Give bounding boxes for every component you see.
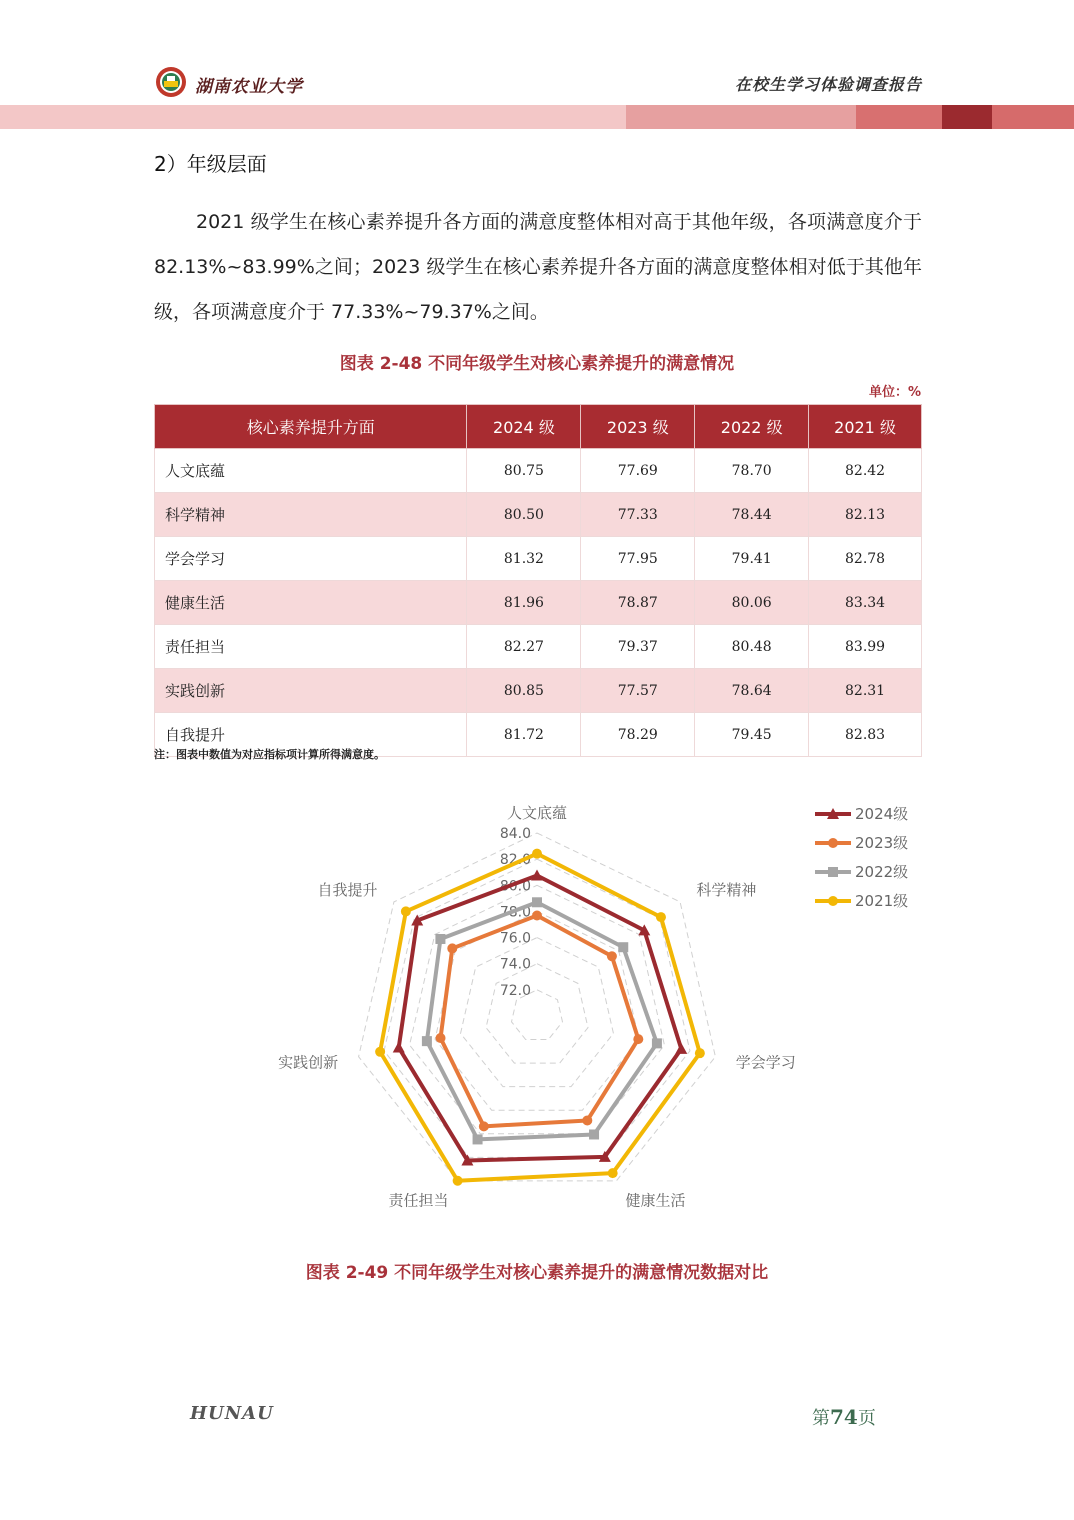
table-row — [155, 581, 922, 625]
legend-marker — [828, 867, 838, 877]
table-cell: 80.48 — [695, 625, 809, 669]
radar-point — [633, 1034, 643, 1044]
table-header-cell: 2022 级 — [695, 405, 809, 449]
table-cell: 80.06 — [695, 581, 809, 625]
radar-category-label: 科学精神 — [696, 880, 757, 899]
university-seal-icon — [155, 66, 187, 98]
radar-point — [532, 910, 542, 920]
table-cell: 人文底蕴 — [155, 449, 467, 493]
radar-point — [656, 912, 666, 922]
table-cell: 81.72 — [467, 713, 581, 757]
radar-grid — [486, 964, 588, 1063]
legend-label: 2022级 — [855, 863, 909, 881]
table-cell: 78.87 — [581, 581, 695, 625]
radar-point — [695, 1048, 705, 1058]
legend-label: 2023级 — [855, 834, 909, 852]
radar-series-line — [441, 915, 639, 1126]
legend-marker — [828, 838, 838, 848]
header-report-title: 在校生学习体验调查报告 — [734, 75, 922, 94]
radar-point — [582, 1115, 592, 1125]
table-row — [155, 669, 922, 713]
unit-label: 单位：% — [868, 385, 921, 400]
radar-tick-label: 82.0 — [499, 852, 531, 869]
section-title: 2）年级层面 — [154, 152, 267, 176]
page-suffix: 页 — [857, 1408, 876, 1429]
table-row — [155, 449, 922, 493]
satisfaction-table — [154, 404, 922, 757]
radar-point — [532, 849, 542, 859]
radar-point — [589, 1129, 599, 1139]
radar-tick-label: 84.0 — [499, 826, 531, 842]
radar-category-label: 自我提升 — [317, 880, 378, 899]
header-band — [992, 105, 1074, 129]
table-cell: 80.75 — [467, 449, 581, 493]
radar-tick-label: 78.0 — [499, 904, 531, 921]
header-band — [626, 105, 856, 129]
table-row — [155, 625, 922, 669]
legend-label: 2021级 — [855, 892, 909, 910]
table-header-row — [155, 405, 922, 449]
table-cell: 77.95 — [581, 537, 695, 581]
radar-tick-label: 74.0 — [499, 956, 531, 973]
table-cell: 82.13 — [809, 493, 922, 537]
table-cell: 78.44 — [695, 493, 809, 537]
table-cell: 82.78 — [809, 537, 922, 581]
radar-category-label: 实践创新 — [278, 1053, 339, 1072]
table-cell: 83.34 — [809, 581, 922, 625]
radar-point — [375, 1047, 385, 1057]
radar-tick-label: 80.0 — [499, 878, 531, 895]
radar-point — [422, 1036, 432, 1046]
table-cell: 81.32 — [467, 537, 581, 581]
table-row — [155, 537, 922, 581]
radar-category-label: 学会学习 — [735, 1053, 796, 1072]
footer-brand: HUNAU — [190, 1403, 274, 1424]
table-cell: 79.45 — [695, 713, 809, 757]
radar-point — [479, 1121, 489, 1131]
radar-point — [453, 1176, 463, 1186]
table-cell: 78.29 — [581, 713, 695, 757]
radar-category-label: 人文底蕴 — [506, 804, 568, 823]
radar-point — [532, 897, 542, 907]
body-paragraph: 2021 级学生在核心素养提升各方面的满意度整体相对高于其他年级，各项满意度介于 82.13%~83.99%之间；2023 级学生在核心素养提升各方面的满意度整体相对低于其他年级，各项满意度介于 77.33%~79.37%之间。 — [154, 211, 922, 323]
radar-point — [401, 906, 411, 916]
table-caption: 图表 2-48 不同年级学生对核心素养提升的满意情况 — [339, 354, 735, 374]
table-cell: 79.41 — [695, 537, 809, 581]
radar-point — [675, 1043, 687, 1054]
table-cell: 科学精神 — [155, 493, 467, 537]
table-cell: 78.64 — [695, 669, 809, 713]
page-number — [812, 1404, 876, 1430]
page-prefix: 第 — [812, 1408, 830, 1429]
radar-grid — [461, 938, 614, 1087]
radar-category-label: 责任担当 — [388, 1191, 449, 1210]
table-cell: 80.50 — [467, 493, 581, 537]
legend-marker — [828, 896, 838, 906]
table-cell: 82.27 — [467, 625, 581, 669]
table-header-cell: 2023 级 — [581, 405, 695, 449]
radar-point — [607, 951, 617, 961]
radar-point — [447, 943, 457, 953]
radar-series-line — [427, 902, 657, 1139]
radar-tick-label: 76.0 — [499, 930, 531, 947]
table-cell: 77.69 — [581, 449, 695, 493]
table-cell: 80.85 — [467, 669, 581, 713]
radar-point — [436, 1033, 446, 1043]
header-university-name: 湖南农业大学 — [195, 77, 303, 97]
table-cell: 责任担当 — [155, 625, 467, 669]
table-header-cell: 2021 级 — [809, 405, 922, 449]
radar-point — [393, 1042, 405, 1053]
radar-point — [435, 934, 445, 944]
table-cell: 77.57 — [581, 669, 695, 713]
table-cell: 78.70 — [695, 449, 809, 493]
page-number-value: 74 — [830, 1405, 858, 1429]
radar-point — [652, 1038, 662, 1048]
table-header-cell: 2024 级 — [467, 405, 581, 449]
radar-point — [618, 942, 628, 952]
table-cell: 自我提升 — [155, 713, 467, 757]
radar-tick-label: 72.0 — [499, 982, 531, 999]
header-band — [856, 105, 942, 129]
table-cell: 83.99 — [809, 625, 922, 669]
table-row — [155, 493, 922, 537]
table-cell: 82.31 — [809, 669, 922, 713]
table-header-cell: 核心素养提升方面 — [155, 405, 467, 449]
table-cell: 实践创新 — [155, 669, 467, 713]
chart-caption: 图表 2-49 不同年级学生对核心素养提升的满意情况数据对比 — [305, 1263, 769, 1283]
radar-point — [473, 1134, 483, 1144]
radar-point — [608, 1168, 618, 1178]
table-cell: 79.37 — [581, 625, 695, 669]
radar-chart — [0, 790, 1074, 1230]
table-cell: 82.83 — [809, 713, 922, 757]
header-band — [942, 105, 992, 129]
legend-label: 2024级 — [855, 805, 909, 823]
table-cell: 82.42 — [809, 449, 922, 493]
header-band — [0, 105, 626, 129]
radar-category-label: 健康生活 — [625, 1191, 686, 1210]
table-cell: 77.33 — [581, 493, 695, 537]
table-cell: 健康生活 — [155, 581, 467, 625]
table-note: 注：图表中数值为对应指标项计算所得满意度。 — [154, 748, 385, 761]
table-cell: 学会学习 — [155, 537, 467, 581]
table-cell: 81.96 — [467, 581, 581, 625]
